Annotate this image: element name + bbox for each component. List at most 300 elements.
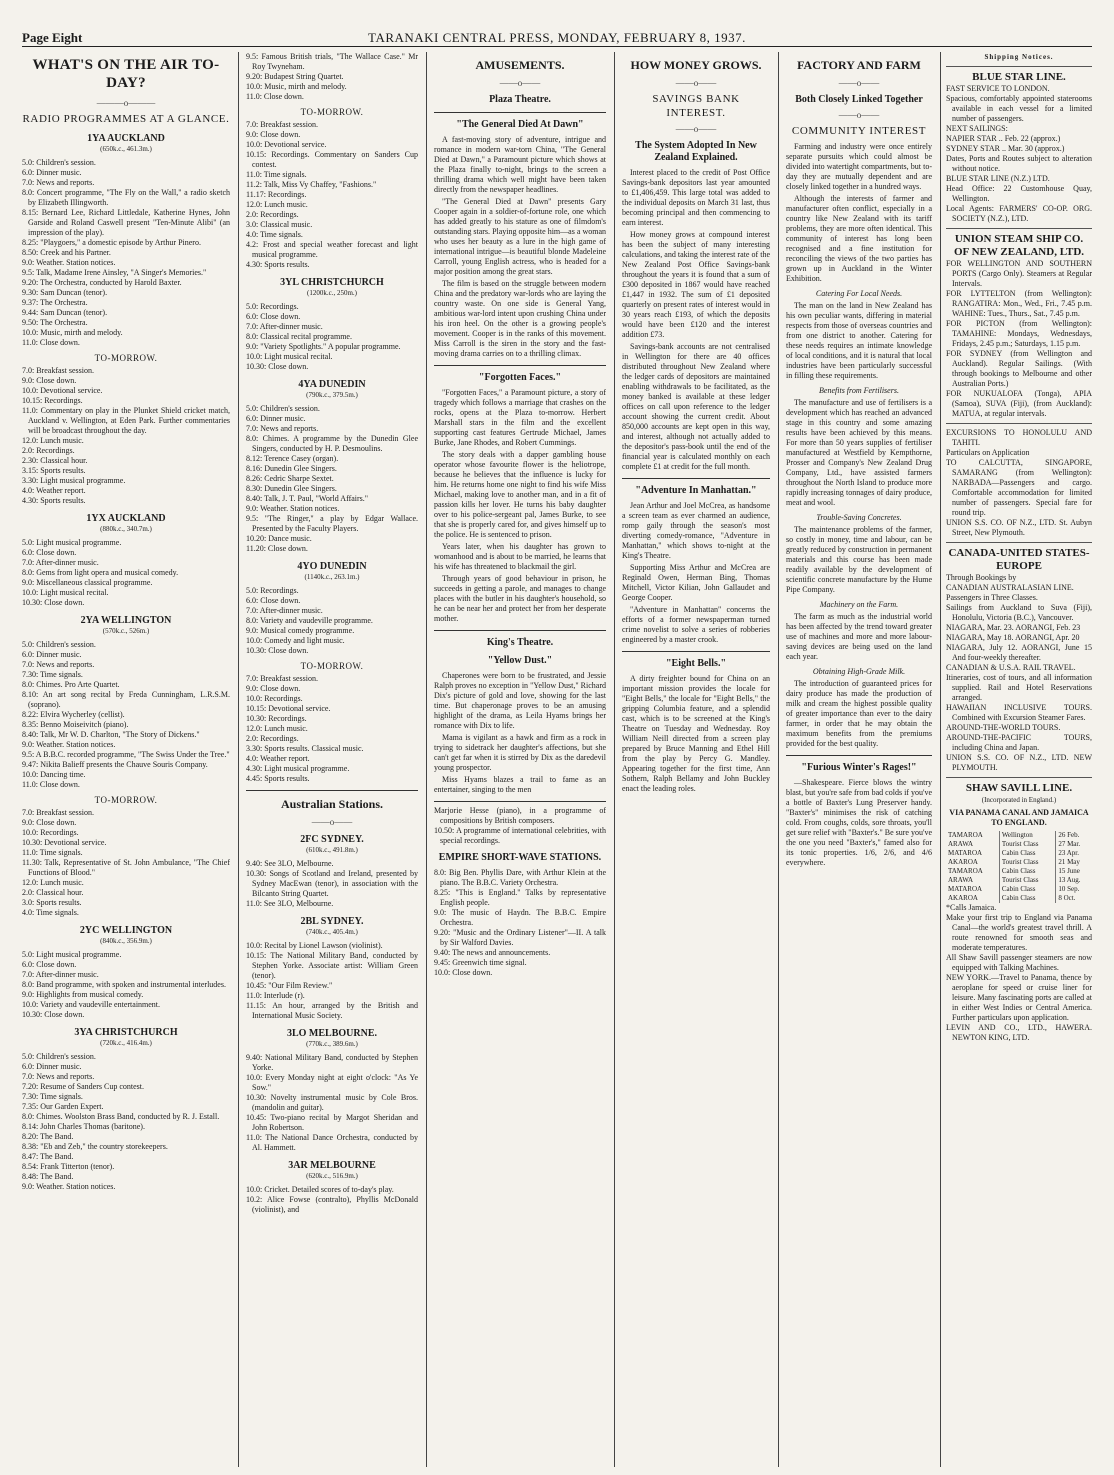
programme-line: 12.0: Lunch music. [246, 724, 308, 733]
column-rule [238, 52, 239, 1467]
programme-line: 10.0: Recital by Lionel Lawson (violinist). [246, 941, 383, 950]
radio-tomorrow-list [246, 120, 418, 270]
programme-line: 2.0: Classical hour. [22, 888, 84, 897]
shipping-line: FAST SERVICE TO LONDON. [946, 84, 1050, 93]
programme-line: 10.30: Close down. [22, 1010, 85, 1019]
programme-line: 10.2: Alice Fowse (contralto), Phyllis McDonald (violinist), and [246, 1195, 418, 1214]
programme-line: 7.0: Breakfast session. [246, 674, 318, 683]
tomorrow-heading: TO-MORROW. [94, 795, 158, 805]
factory-column [786, 52, 932, 1467]
shipping-line: Dates, Ports and Routes subject to alteration without notice. [946, 154, 1092, 173]
section-heading: Trouble-Saving Concretes. [816, 513, 902, 522]
shipping-line: Itineraries, cost of tours, and all information supplied. Rail and Hotel Reservations arranged. [946, 673, 1092, 702]
station-name: 3LO MELBOURNE. [286, 1028, 377, 1039]
programme-line: 11.0: Close down. [22, 780, 80, 789]
station-name: 2YA WELLINGTON [80, 615, 172, 626]
programme-line: 9.0: Miscellaneous classical programme. [22, 578, 153, 587]
paragraph: A dirty freighter bound for China on an important mission provides the locale for "Eight Bells," the locale for "Eight Bells," the gripping Columbia feature, and a splendid cast, which is to be screened at the King's Theatre on Tuesday and Wednesday. Roy William Neill directed from a screen play prepared by Bruce Manning and Ethel Hill from the play by Percy G. Mandley. Appearing together for the first time, Ann Sothern, Ralph Bellamy and John Buckley enact the leading roles. [622, 674, 770, 793]
page-number: Page Eight [22, 30, 83, 45]
plaza-theatre-heading: Plaza Theatre. [489, 94, 551, 105]
shipping-line: NIAGARA, May 18. AORANGI, Apr. 20 [946, 633, 1080, 642]
station-name: 3YL CHRISTCHURCH [280, 277, 384, 288]
ornament-divider: ——o—— [838, 110, 880, 120]
programme-line: 8.15: Bernard Lee, Richard Littledale, Katherine Hynes, John Garside and Roland Caswell present "Ten-Minute Alibi" (an impression of the play). [22, 208, 230, 237]
column-rule [940, 52, 941, 1467]
ornament-divider: ——o—— [675, 78, 717, 88]
radio-headline: WHAT'S ON THE AIR TO-DAY? [32, 57, 220, 91]
programme-line: 5.0: Children's session. [246, 404, 320, 413]
programme-line: 11.0: The National Dance Orchestra, conducted by Al. Hammett. [246, 1133, 418, 1152]
sailing-cell: MATAROA [948, 849, 983, 857]
blue-star-line-block [946, 66, 1092, 224]
column-rule [614, 52, 615, 1467]
factory-subhead-2: COMMUNITY INTEREST [791, 125, 927, 137]
programme-line: 10.0: Dancing time. [22, 770, 86, 779]
ornament-divider: ——o—— [675, 124, 717, 134]
station-frequency: (720k.c., 416.4m.) [100, 1039, 152, 1047]
programme-line: 3.0: Sports results. [22, 898, 82, 907]
programme-line: 8.35: Benno Moiseivitch (piano). [22, 720, 129, 729]
programme-line: 10.30: Recordings. [246, 714, 307, 723]
amusements-column [434, 52, 606, 1467]
programme-line: 4.45: Sports results. [246, 774, 310, 783]
station-name: 1YA AUCKLAND [87, 133, 165, 144]
shipping-header: Shipping Notices. [984, 53, 1054, 61]
shaw-savill-inc: (Incorporated in England.) [981, 796, 1057, 804]
shipping-line: FOR WELLINGTON AND SOUTHERN PORTS (Cargo Only). Steamers at Regular Intervals. [946, 259, 1092, 288]
paragraph: The maintenance problems of the farmer, so costly in money, time and labour, can be greatly reduced by construction in permanent materials and this course has been made readily available by the development of scientific concrete manufacture by the Hume Pipe Company. [786, 525, 932, 594]
shipping-line: EXCURSIONS TO HONOLULU AND TAHITI. [946, 428, 1092, 447]
programme-line: 6.0: Close down. [22, 548, 77, 557]
sailing-cell: TAMAROA [948, 831, 983, 839]
programme-line: 8.0: Variety and vaudeville programme. [246, 616, 373, 625]
australian-stations [246, 834, 418, 1215]
programme-line: 9.0: Highlights from musical comedy. [22, 990, 144, 999]
film-review [434, 671, 606, 795]
programme-line: 4.30: Sports results. [246, 260, 310, 269]
programme-line: 8.14: John Charles Thomas (baritone). [22, 1122, 145, 1131]
station-name: 1YX AUCKLAND [86, 513, 166, 524]
programme-line: 4.0: Time signals. [22, 908, 79, 917]
programme-line: 9.0: Weather. Station notices. [246, 504, 340, 513]
shipping-line: *Calls Jamaica. [946, 903, 997, 912]
shipping-line: FOR PICTON (from Wellington): TAMAHINE: Mondays, Wednesdays, Fridays, 2.45 p.m.; Saturdays, 1.15 p.m. [946, 319, 1092, 348]
sailing-cell: 21 May [1056, 858, 1092, 867]
station-frequency: (790k.c., 379.5m.) [306, 391, 358, 399]
programme-line: 6.0: Dinner music. [22, 650, 82, 659]
section-heading: Machinery on the Farm. [819, 600, 899, 609]
station-frequency: (650k.c., 461.3m.) [100, 145, 152, 153]
programme-line: 3.15: Sports results. [22, 466, 86, 475]
paragraph: "The General Died at Dawn" presents Gary Cooper again in a soldier-of-fortune role, one which has added greatly to his stature as one of filmdom's outstanding stars. Playing opposite him—as a woman who uses her beauty as a lure in the high game of international intrigue—is beautiful blonde Madeleine Carroll, young English actress, who is headed for a major position among the great stars. [434, 197, 606, 276]
programme-line: 11.0: Close down. [22, 338, 80, 347]
station-frequency: (740k.c., 405.4m.) [306, 928, 358, 936]
programme-line: 2.0: Recordings. [22, 446, 75, 455]
programme-line: Marjorie Hesse (piano), in a programme of compositions by British composers. [434, 806, 606, 825]
programme-line: 11.17: Recordings. [246, 190, 307, 199]
programme-line: 9.40: See 3LO, Melbourne. [246, 859, 334, 868]
article-body [786, 679, 932, 749]
film-title: "Forgotten Faces." [478, 372, 562, 383]
sailing-row [946, 858, 1092, 867]
paragraph: Supporting Miss Arthur and McCrea are Reginald Owen, Herman Bing, Thomas Mitchell, Victor Kilian, John Gallaudet and George Cooper. [622, 563, 770, 602]
column-rule [778, 52, 779, 1467]
programme-line: 3.0: Classical music. [246, 220, 313, 229]
programme-line: 2.0: Recordings. [246, 210, 299, 219]
programme-line: 7.20: Resume of Sanders Cup contest. [22, 1082, 144, 1091]
tomorrow-heading: TO-MORROW. [94, 353, 158, 363]
programme-line: 9.45: Greenwich time signal. [434, 958, 527, 967]
article-body [622, 168, 770, 472]
programme-line: 9.0: Close down. [22, 818, 77, 827]
shipping-line: Through Bookings by [946, 573, 1017, 582]
paragraph: The man on the land in New Zealand has his own peculiar wants, differing in material respects from those of overseas countries and from one district to another. Catering for these needs requires an intimate knowledge of local conditions, and it is natural that local industries have been particularly successful in filling these requirements. [786, 301, 932, 380]
empire-list [434, 868, 606, 978]
programme-line: 10.0: Recordings. [246, 694, 303, 703]
programme-line: 10.0: Music, mirth and melody. [22, 328, 123, 337]
programme-line: 11.0: Close down. [246, 92, 304, 101]
programme-line: 8.10: An art song recital by Freda Cunningham, L.R.S.M. (soprano). [22, 690, 230, 709]
paragraph: Through years of good behaviour in prison, he succeeds in getting a parole, and manages to change places with the butler in his daughter's household, so he can be near her and protect her from her desperate mother. [434, 574, 606, 623]
station-frequency: (570k.c., 526m.) [102, 627, 150, 635]
sailing-table [946, 831, 1092, 903]
amusements-header: AMUSEMENTS. [475, 58, 565, 72]
money-title: The System Adopted In New Zealand Explained. [635, 140, 757, 163]
programme-line: 10.30: Songs of Scotland and Ireland, presented by Sydney MacEwan (tenor), in association with the Bilcanto String Quartet. [246, 869, 418, 898]
programme-line: 7.0: After-dinner music. [22, 558, 99, 567]
programme-line: 11.2: Talk, Miss Vy Chaffey, "Fashions." [246, 180, 377, 189]
programme-line: 8.0: Chimes. Woolston Brass Band, conducted by R. J. Estall. [22, 1112, 220, 1121]
programme-line: 10.30: Close down. [246, 362, 309, 371]
programme-line: 10.0: Light musical recital. [246, 352, 333, 361]
sailing-cell: Cabin Class [999, 849, 1055, 858]
sailing-row [946, 885, 1092, 894]
programme-line: 9.5: Talk, Madame Irene Ainsley, "A Singer's Memories." [22, 268, 207, 277]
programme-line: 8.50: Creek and his Partner. [22, 248, 111, 257]
programme-line: 10.30: Devotional service. [22, 838, 107, 847]
station-frequency: (840k.c., 356.9m.) [100, 937, 152, 945]
programme-line: 9.44: Sam Duncan (tenor). [22, 308, 108, 317]
programme-line: 11.0: Time signals. [22, 848, 83, 857]
programme-line: 9.20: Budapest String Quartet. [246, 72, 344, 81]
shipping-line: FOR SYDNEY (from Wellington and Auckland). Regular Sailings. (With through bookings to Melbourne and other Australian Ports.) [946, 349, 1092, 388]
paragraph: "Adventure in Manhattan" concerns the efforts of a former newspaperman turned crime novelist to solve a series of robberies engineered by a master crook. [622, 605, 770, 644]
film-review [434, 388, 606, 624]
programme-line: 9.20: The Orchestra, conducted by Harold Baxter. [22, 278, 182, 287]
film-review [434, 135, 606, 359]
union-steam-ship-title: UNION STEAM SHIP CO. OF NEW ZEALAND, LTD. [953, 233, 1085, 258]
ornament-divider: ———o——— [96, 98, 156, 108]
australian-heading: Australian Stations. [280, 797, 384, 811]
programme-line: 9.5: A B.B.C. recorded programme, "The Swiss Under the Tree." [22, 750, 230, 759]
programme-line: 8.40: Talk, Mr W. D. Charlton, "The Story of Dickens." [22, 730, 200, 739]
programme-line: 7.30: Time signals. [22, 670, 83, 679]
station-frequency: (1200k.c., 250m.) [307, 289, 357, 297]
section-heading: Obtaining High-Grade Milk. [812, 667, 906, 676]
radio-column-2 [246, 52, 418, 1467]
programme-line: 8.16: Dunedin Glee Singers. [246, 464, 337, 473]
programme-line: 8.26: Cedric Sharpe Sextet. [246, 474, 334, 483]
section-heading: Benefits from Fertilisers. [819, 386, 899, 395]
programme-line: 10.45: "Our Film Review." [246, 981, 333, 990]
sailing-cell: 27 Mar. [1056, 840, 1092, 849]
canada-heading: CANADA-UNITED STATES-EUROPE [948, 547, 1090, 572]
programme-line: 11.0: See 3LO, Melbourne. [246, 899, 334, 908]
shipping-line: Head Office: 22 Customhouse Quay, Wellington. [946, 184, 1092, 203]
paragraph: The film is based on the struggle between modern China and the predatory war-lords who are laying the country waste. On one side is General Yang, ambitious war-lord intent upon crushing China under his iron heel. On the other is a growing people's movement. Cooper is in the ranks of this movement. Miss Carroll is the siren in the story and the fast-moving drama carries on to a thrilling climax. [434, 279, 606, 358]
programme-line: 11.30: Talk, Representative of St. John Ambulance, "The Chief Functions of Blood." [22, 858, 230, 877]
programme-line: 8.30: Dunedin Glee Singers. [246, 484, 337, 493]
programme-line: 10.0: Recordings. [22, 828, 79, 837]
radio-tomorrow-list [246, 674, 418, 784]
ornament-divider: ——o—— [499, 78, 541, 88]
sailing-cell: Tourist Class [999, 876, 1055, 885]
sailing-cell: Tourist Class [999, 840, 1055, 849]
paragraph: How money grows at compound interest has been the subject of many interesting calculations, and taking the interest rate of the New Zealand Post Office Savings-bank throughout the years it is found that a sum of £300 deposited in 1867 would have reached £1,447 in 1932. The sum of £1 deposited quarterly on present rates of interest would in 30 years reach £193, of which the deposits would have been £120 and the interest addition £73. [622, 230, 770, 339]
sailing-cell: 23 Apr. [1056, 849, 1092, 858]
sailing-cell: AKAROA [948, 894, 978, 902]
shaw-savill-title: SHAW SAVILL LINE. [965, 782, 1073, 794]
programme-line: 6.0: Close down. [246, 596, 301, 605]
article-body [786, 525, 932, 595]
programme-line: 3.30: Sports results. Classical music. [246, 744, 364, 753]
shipping-line: Particulars on Application [946, 448, 1030, 457]
programme-line: 5.0: Children's session. [22, 158, 96, 167]
newspaper-title: TARANAKI CENTRAL PRESS, MONDAY, FEBRUARY 8, 1937. [368, 30, 746, 45]
sailing-cell: MATAROA [948, 885, 983, 893]
programme-line: 3.30: Light musical programme. [22, 476, 126, 485]
station-frequency: (1140k.c., 263.1m.) [304, 573, 360, 581]
shipping-column [946, 52, 1092, 1467]
paragraph: "Forgotten Faces," a Paramount picture, a story of tragedy which follows a marriage that crashes on the rocks, opens at the Plaza to-morrow. Herbert Marshall stars in the film and the excellent supporting cast features Gertrude Michael, James Burke, Jane Rhodes, and Robert Cummings. [434, 388, 606, 447]
article-body [786, 301, 932, 381]
factory-subhead: Both Closely Linked Together [795, 94, 923, 105]
programme-line: 10.15: Devotional service. [246, 704, 331, 713]
programme-line: 10.0: Devotional service. [246, 140, 327, 149]
programme-line: 9.5: "The Ringer," a play by Edgar Wallace. Presented by the Faculty Players. [246, 514, 418, 533]
programme-line: 5.0: Recordings. [246, 586, 299, 595]
paragraph: The introduction of guaranteed prices for dairy produce has made the production of milk and cream the highest possible quality of greater importance than ever to the dairy farmer, in order that he may obtain the maximum benefits from the premiums provided for the best quality. [786, 679, 932, 748]
shipping-line: LEVIN AND CO., LTD., HAWERA. NEWTON KING, LTD. [946, 1023, 1092, 1042]
shipping-line: SYDNEY STAR .. Mar. 30 (approx.) [946, 144, 1065, 153]
ad-title: "Furious Winter's Rages!" [801, 762, 917, 773]
shipping-line: BLUE STAR LINE (N.Z.) LTD. [946, 174, 1050, 183]
section-heading: Catering For Local Needs. [815, 289, 903, 298]
shipping-line: Spacious, comfortably appointed staterooms available in each vessel for a limited number of passengers. [946, 94, 1092, 123]
station-name: 4YA DUNEDIN [298, 379, 366, 390]
programme-line: 6.0: Close down. [22, 960, 77, 969]
canadian-line-block [946, 542, 1092, 773]
radio-subhead: RADIO PROGRAMMES AT A GLANCE. [22, 113, 230, 125]
station-name: 2BL SYDNEY. [300, 916, 364, 927]
programme-line: 12.0: Lunch music. [246, 200, 308, 209]
programme-line: 7.0: After-dinner music. [246, 606, 323, 615]
radio-column [22, 52, 230, 1467]
programme-line: 10.30: Close down. [246, 646, 309, 655]
shipping-line: NIAGARA, July 12. AORANGI, June 15 And four-weekly thereafter. [946, 643, 1092, 662]
programme-line: 10.0: Devotional service. [22, 386, 103, 395]
programme-line: 5.0: Light musical programme. [22, 950, 122, 959]
programme-line: 7.35: Our Garden Expert. [22, 1102, 104, 1111]
shipping-line: UNION S.S. CO. OF N.Z., LTD. NEW PLYMOUTH. [946, 753, 1092, 772]
programme-line: 6.0: Dinner music. [22, 1062, 82, 1071]
programme-line: 9.0: Close down. [246, 684, 301, 693]
sailing-cell: 13 Aug. [1056, 876, 1092, 885]
empire-heading: EMPIRE SHORT-WAVE STATIONS. [438, 852, 602, 863]
programme-line: 4.0: Time signals. [246, 230, 303, 239]
sailing-cell: 15 June [1056, 867, 1092, 876]
programme-line: 9.47: Nikita Balieff presents the Chauve Souris Company. [22, 760, 208, 769]
programme-line: 9.40: The news and announcements. [434, 948, 551, 957]
money-header: HOW MONEY GROWS. [630, 58, 762, 72]
programme-line: 8.12: Terence Casey (organ). [246, 454, 339, 463]
shipping-line: NIAGARA, Mar. 23. AORANGI, Feb. 23 [946, 623, 1081, 632]
kings-theatre-heading: King's Theatre. [486, 637, 554, 648]
programme-line: 11.15: An hour, arranged by the British and International Music Society. [246, 1001, 418, 1020]
station-name: 2YC WELLINGTON [79, 925, 173, 936]
programme-line: 8.25: "This is England." Talks by representative English people. [434, 888, 606, 907]
shaw-savill-block [946, 777, 1092, 1043]
station-name: 4YO DUNEDIN [297, 561, 367, 572]
radio-tail [434, 806, 606, 846]
programme-line: 9.5: Famous British trials, "The Wallace Case." Mr Roy Twyneham. [246, 52, 418, 71]
shipping-line: NAPIER STAR .. Feb. 22 (approx.) [946, 134, 1061, 143]
programme-line: 10.0: Music, mirth and melody. [246, 82, 347, 91]
sailing-cell: TAMAROA [948, 867, 983, 875]
station-frequency: (620k.c., 516.9m.) [306, 1172, 358, 1180]
ad-body [786, 778, 932, 868]
tomorrow-heading: TO-MORROW. [300, 107, 364, 117]
programme-line: 5.0: Children's session. [22, 640, 96, 649]
programme-line: 7.0: News and reports. [22, 1072, 95, 1081]
programme-line: 9.0: Weather. Station notices. [22, 258, 116, 267]
programme-line: 5.0: Light musical programme. [22, 538, 122, 547]
paragraph: Farming and industry were once entirely separate pursuits which could almost be divided into watertight compartments, but to-day they are mutually dependent and are closely linked together in a hundred ways. [786, 142, 932, 191]
paragraph: Savings-bank accounts are not centralised in Wellington for there are 40 offices distributed throughout New Zealand where the ledger cards of depositors are maintained enabling withdrawals to be facilitated, as the money banked is available at these ledger offices on call upon reference to the ledger account showing the current credit. About 850,000 accounts are kept open in this way, and interest, although not actually added to the depositor's pass-book until the end of the financial year is calculated monthly on each complete £1 at credit for the full month. [622, 342, 770, 471]
sailing-row [946, 876, 1092, 885]
station-frequency: (610k.c., 491.8m.) [306, 846, 358, 854]
sailing-row [946, 894, 1092, 903]
radio-stations [22, 133, 230, 1192]
programme-line: 7.0: Breakfast session. [246, 120, 318, 129]
programme-line: 8.25: "Playgoers," a domestic episode by Arthur Pinero. [22, 238, 201, 247]
film-review [622, 674, 770, 794]
sailing-cell: Wellington [999, 831, 1055, 840]
programme-line: 9.37: The Orchestra. [22, 298, 88, 307]
sailing-cell: Tourist Class [999, 858, 1055, 867]
programme-line: 10.50: A programme of international celebrities, with special recordings. [434, 826, 606, 845]
programme-line: 10.0: Close down. [434, 968, 493, 977]
sailing-cell: ARAWA [948, 876, 974, 884]
shipping-line: AROUND-THE-PACIFIC TOURS, including China and Japan. [946, 733, 1092, 752]
programme-line: 7.0: After-dinner music. [22, 970, 99, 979]
sailing-row [946, 840, 1092, 849]
ornament-divider: ——o—— [838, 78, 880, 88]
paragraph: Jean Arthur and Joel McCrea, as handsome a screen team as ever charmed an audience, romp gaily through the season's most diverting comedy-romance, "Adventure in Manhattan," which shows to-night at the King's Theatre. [622, 501, 770, 560]
programme-line: 11.0: Time signals. [246, 170, 307, 179]
programme-line: 8.54: Frank Titterton (tenor). [22, 1162, 115, 1171]
programme-line: 8.48: The Band. [22, 1172, 74, 1181]
shipping-line: FOR LYTTELTON (from Wellington): RANGATIRA: Mon., Wed., Fri., 7.45 p.m. WAHINE: Tues., Thurs., Sat., 7.45 p.m. [946, 289, 1092, 318]
film-review [622, 501, 770, 645]
programme-line: 10.15: Recordings. Commentary on Sanders Cup contest. [246, 150, 418, 169]
shipping-line: Passengers in Three Classes. [946, 593, 1038, 602]
sailing-cell: 26 Feb. [1056, 831, 1092, 840]
programme-line: 8.0: Chimes. Pro Arte Quartet. [22, 680, 120, 689]
programme-line: 9.0: "Variety Spotlights." A popular programme. [246, 342, 401, 351]
paragraph: Chaperones were born to be frustrated, and Jessie Ralph proves no exception in "Yellow Dust," Richard Dix's picture of gold and love, showing for the last time. But chaperonage proves to be an amusing highlight of the drama, as Leila Hyams brings her romance with Dix to life. [434, 671, 606, 730]
programme-line: 10.15: Recordings. [22, 396, 83, 405]
programme-line: 9.0: Musical comedy programme. [246, 626, 355, 635]
programme-line: 8.38: "Eb and Zeb," the country storekeepers. [22, 1142, 168, 1151]
programme-line: 10.45: Two-piano recital by Margot Sheridan and John Robertson. [246, 1113, 418, 1132]
programme-line: 10.30: Novelty instrumental music by Cole Bros. (mandolin and guitar). [246, 1093, 418, 1112]
sailing-cell: Cabin Class [999, 867, 1055, 876]
station-frequency: (770k.c., 389.6m.) [306, 1040, 358, 1048]
programme-line: 8.0: Gems from light opera and musical comedy. [22, 568, 179, 577]
money-subhead: SAVINGS BANK INTEREST. [652, 93, 740, 119]
programme-line: 7.0: News and reports. [22, 660, 95, 669]
radio-stations-2 [246, 277, 418, 656]
shipping-line: AROUND-THE-WORLD TOURS. [946, 723, 1061, 732]
programme-line: 11.20: Close down. [246, 544, 308, 553]
programme-line: 4.2: Frost and special weather forecast and light musical programme. [246, 240, 418, 259]
programme-line: 8.0: Chimes. A programme by the Dunedin Glee Singers, conducted by H. P. Desmoulins. [246, 434, 418, 453]
film-title: "Eight Bells." [666, 658, 726, 669]
programme-line: 6.0: Dinner music. [246, 414, 306, 423]
programme-line: 8.0: Concert programme, "The Fly on the Wall," a radio sketch by Elizabeth Illingworth. [22, 188, 230, 207]
programme-line: 10.0: Cricket. Detailed scores of to-day's play. [246, 1185, 394, 1194]
shipping-line: FOR NUKUALOFA (Tonga), APIA (Samoa), SUVA (Fiji), (from Auckland): MATUA, at regular intervals. [946, 389, 1092, 418]
radio-continued [246, 52, 418, 102]
article-body [786, 398, 932, 508]
sailing-cell: Cabin Class [999, 894, 1055, 903]
paragraph: The manufacture and use of fertilisers is a development which has reached an advanced stage in this country and some amazing results have been achieved by this means. For more than 50 years supplies of fertiliser manufactured at Westfield by Kempthorne, Prosser and Company's New Zealand Drug Company, Ltd., have assisted farmers throughout the North Island to produce more rapidly increasing tonnages of dairy produce, meat and wool. [786, 398, 932, 507]
shipping-line: NEXT SAILINGS: [946, 124, 1008, 133]
programme-line: 8.0: Classical recital programme. [246, 332, 352, 341]
programme-line: 12.0: Lunch music. [22, 878, 84, 887]
programme-line: 5.0: Recordings. [246, 302, 299, 311]
paragraph: The farm as much as the industrial world has been affected by the trend toward greater use of machines and more and more labour-saving devices are being used on the land each year. [786, 612, 932, 661]
paragraph: A fast-moving story of adventure, intrigue and romance in modern war-torn China, "The General Died at Dawn," a Paramount picture which shows at the Plaza finally to-night, brings to the screen a thrilling drama which well might have been taken directly from the newspaper headlines. [434, 135, 606, 194]
programme-line: 9.0: The music of Haydn. The B.B.C. Empire Orchestra. [434, 908, 606, 927]
shipping-line: UNION S.S. CO. OF N.Z., LTD. St. Aubyn Street, New Plymouth. [946, 518, 1092, 537]
sailing-row [946, 867, 1092, 876]
article-body [786, 612, 932, 662]
programme-line: 6.0: Close down. [246, 312, 301, 321]
programme-line: 7.0: News and reports. [246, 424, 319, 433]
programme-line: 9.0: Weather. Station notices. [22, 740, 116, 749]
tomorrow-heading: TO-MORROW. [300, 661, 364, 671]
programme-line: 2.0: Recordings. [246, 734, 299, 743]
programme-line: 11.0: Interlude (r). [246, 991, 305, 1000]
programme-line: 2.30: Classical hour. [22, 456, 88, 465]
film-title: "Adventure In Manhattan." [635, 485, 757, 496]
column-rule [426, 52, 427, 1467]
sailing-cell: AKAROA [948, 858, 978, 866]
shaw-savill-route: VIA PANAMA CANAL AND JAMAICA TO ENGLAND. [949, 808, 1089, 827]
film-title: "Yellow Dust." [487, 655, 553, 666]
paragraph: Although the interests of farmer and manufacturer often conflict, especially in a country like New Zealand with its tariff problems, they are more often identical. This community of interest has long been recognised and a fine institution for reconciling the views of the two parties has grown up in Auckland in the Winter Exhibition. [786, 194, 932, 283]
article-body [786, 142, 932, 284]
programme-line: 7.0: Breakfast session. [22, 808, 94, 817]
programme-line: 7.30: Time signals. [22, 1092, 83, 1101]
programme-line: 9.0: Close down. [22, 376, 77, 385]
shipping-line: CANADIAN AUSTRALASIAN LINE. [946, 583, 1074, 592]
ornament-divider: ——o—— [311, 817, 353, 827]
sailing-cell: Cabin Class [999, 885, 1055, 894]
programme-line: 10.0: Comedy and light music. [246, 636, 345, 645]
